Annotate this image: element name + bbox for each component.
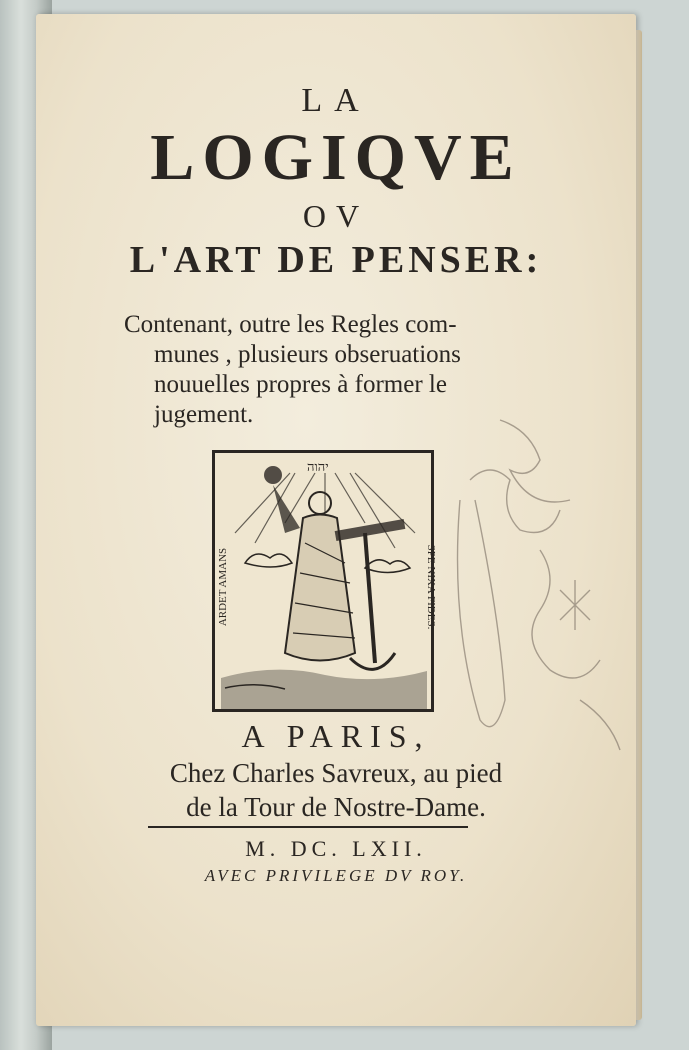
imprint-publisher-line-2: de la Tour de Nostre-Dame. bbox=[186, 792, 486, 822]
subtitle-line-1: Contenant, outre les Regles com- bbox=[124, 311, 457, 338]
imprint-privilege: AVEC PRIVILEGE DV ROY. bbox=[204, 866, 468, 885]
title-line-ou: OV bbox=[302, 198, 370, 234]
subtitle-line-3: nouuelles propres à former le bbox=[154, 371, 447, 398]
imprint-year: M. DC. LXII. bbox=[245, 836, 427, 861]
title-line-la: LA bbox=[301, 82, 371, 119]
title-line-art-de-penser: L'ART DE PENSER: bbox=[129, 239, 543, 281]
subtitle-line-4: jugement. bbox=[154, 401, 254, 428]
motto-left: ARDET AMANS bbox=[217, 547, 229, 627]
printers-device-woodcut bbox=[212, 450, 437, 712]
woodcut-illustration bbox=[215, 453, 431, 709]
motto-right: SPE NIXA FIDES. bbox=[425, 544, 437, 630]
subtitle-line-2: munes , plusieurs obseruations bbox=[154, 341, 461, 368]
imprint-publisher-line-1: Chez Charles Savreux, au pied bbox=[169, 758, 503, 788]
divider-rule bbox=[148, 826, 468, 828]
title-line-logique: LOGIQVE bbox=[150, 121, 522, 194]
divine-name-inscription: יהוה bbox=[307, 459, 329, 474]
imprint-city: A PARIS, bbox=[241, 718, 431, 754]
